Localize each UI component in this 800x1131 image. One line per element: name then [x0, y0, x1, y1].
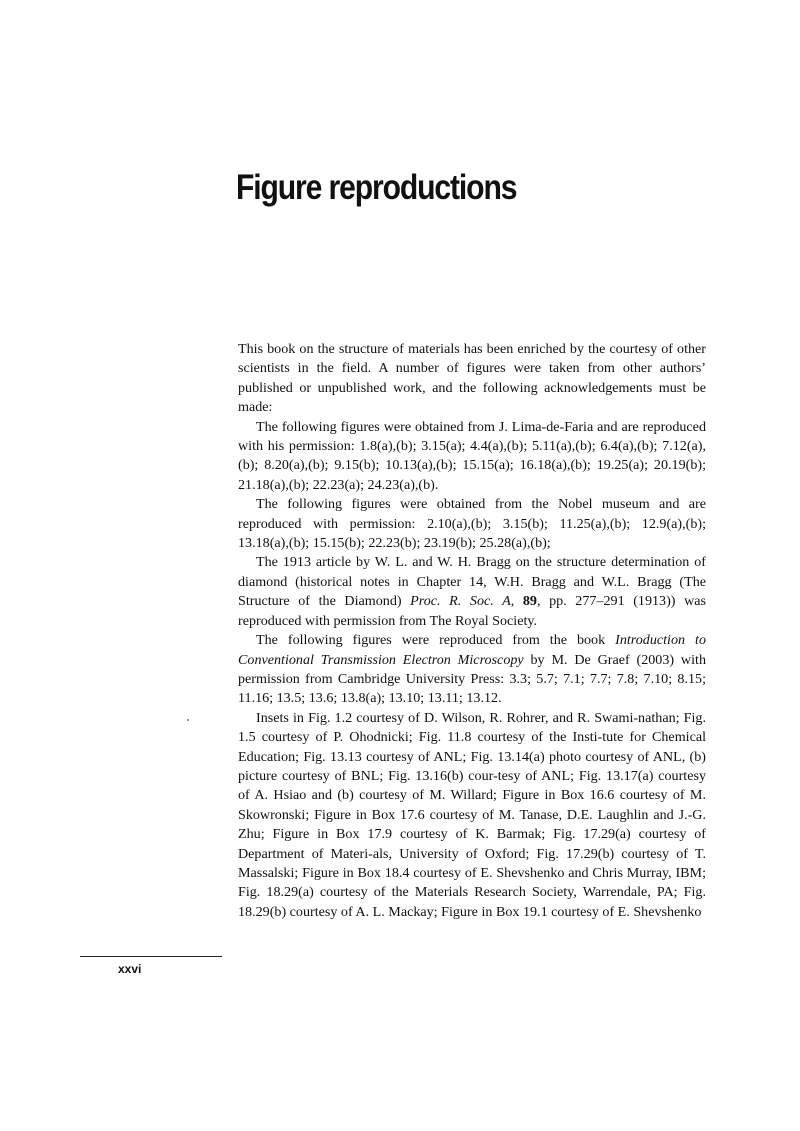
paragraph-bragg-article: [238, 553, 706, 631]
de-graef-text-post: by M. De Graef (2003) with permission from Cambridge University Press: 3.3; 5.7; 7.1; 7.7; 7.8; 7.10; 8.15; 11.16; 13.5; 13.6; 13.8(a); 13.10; 13.11; 13.12.: [238, 651, 706, 707]
bragg-text-mid: ,: [510, 593, 523, 610]
scan-speck: [187, 719, 189, 721]
paragraph-intro: This book on the structure of materials has been enriched by the courtesy of other scientists in the field. A number of figures were taken from other authors’ published or unpublished work, and the following acknowledgements must be made:: [238, 341, 706, 416]
bragg-text-post: , pp. 277–291 (1913)) was reproduced with permission from The Royal Society.: [238, 593, 707, 629]
paragraph-nobel-museum: The following figures were obtained from the Nobel museum and are reproduced with permission: 2.10(a),(b); 3.15(b); 11.25(a),(b); 12.9(a),(b); 13.18(a),(b); 15.15(b); 22.23(b); 23.19(b); 25.28(a),(b);: [238, 496, 706, 552]
paragraph-de-graef: [238, 631, 706, 709]
page-number: xxvi: [118, 962, 142, 976]
body-text: [238, 340, 706, 922]
page-title: Figure reproductions: [236, 168, 517, 207]
bragg-text-pre: The 1913 article by W. L. and W. H. Bragg on the structure determination of diamond (historical notes in Chapter 14, W.H. Bragg and W.L. Bragg (The Structure of the Diamond): [238, 554, 706, 610]
paragraph-lima-de-faria: The following figures were obtained from J. Lima-de-Faria and are reproduced with his permission: 1.8(a),(b); 3.15(a); 4.4(a),(b); 5.11(a),(b); 6.4(a),(b); 7.12(a),(b); 8.20(a),(b); 9.15(b); 10.13(a),(b); 15.15(a); 16.18(a),(b); 19.25(a); 20.19(b); 21.18(a),(b); 22.23(a); 24.23(a),(b).: [238, 418, 706, 493]
journal-volume: 89: [522, 593, 537, 610]
paragraph-insets: Insets in Fig. 1.2 courtesy of D. Wilson, R. Rohrer, and R. Swami-nathan; Fig. 1.5 courtesy of P. Ohodnicki; Fig. 11.8 courtesy of the Insti-tute for Chemical Education; Fig. 13.13 courtesy of ANL; Fig. 13.14(a) photo courtesy of ANL, (b) picture courtesy of BNL; Fig. 13.16(b) cour-tesy of ANL; Fig. 13.17(a) courtesy of A. Hsiao and (b) courtesy of M. Willard; Figure in Box 16.6 courtesy of M. Skowronski; Figure in Box 17.6 courtesy of M. Tanase, D.E. Laughlin and J.-G. Zhu; Figure in Box 17.9 courtesy of K. Barmak; Fig. 17.29(a) courtesy of Department of Materi-als, University of Oxford; Fig. 17.29(b) courtesy of T. Massalski; Figure in Box 18.4 courtesy of E. Shevshenko and Chris Murray, IBM; Fig. 18.29(a) courtesy of the Materials Research Society, Warrendale, PA; Fig. 18.29(b) courtesy of A. L. Mackay; Figure in Box 19.1 courtesy of E. Shevshenko: [238, 709, 706, 920]
footer-rule: [80, 956, 222, 957]
journal-name: Proc. R. Soc. A: [410, 593, 511, 610]
book-title: Introduction to Conventional Transmission Electron Microscopy: [238, 632, 706, 668]
de-graef-text-pre: The following figures were reproduced from the book: [256, 632, 616, 649]
